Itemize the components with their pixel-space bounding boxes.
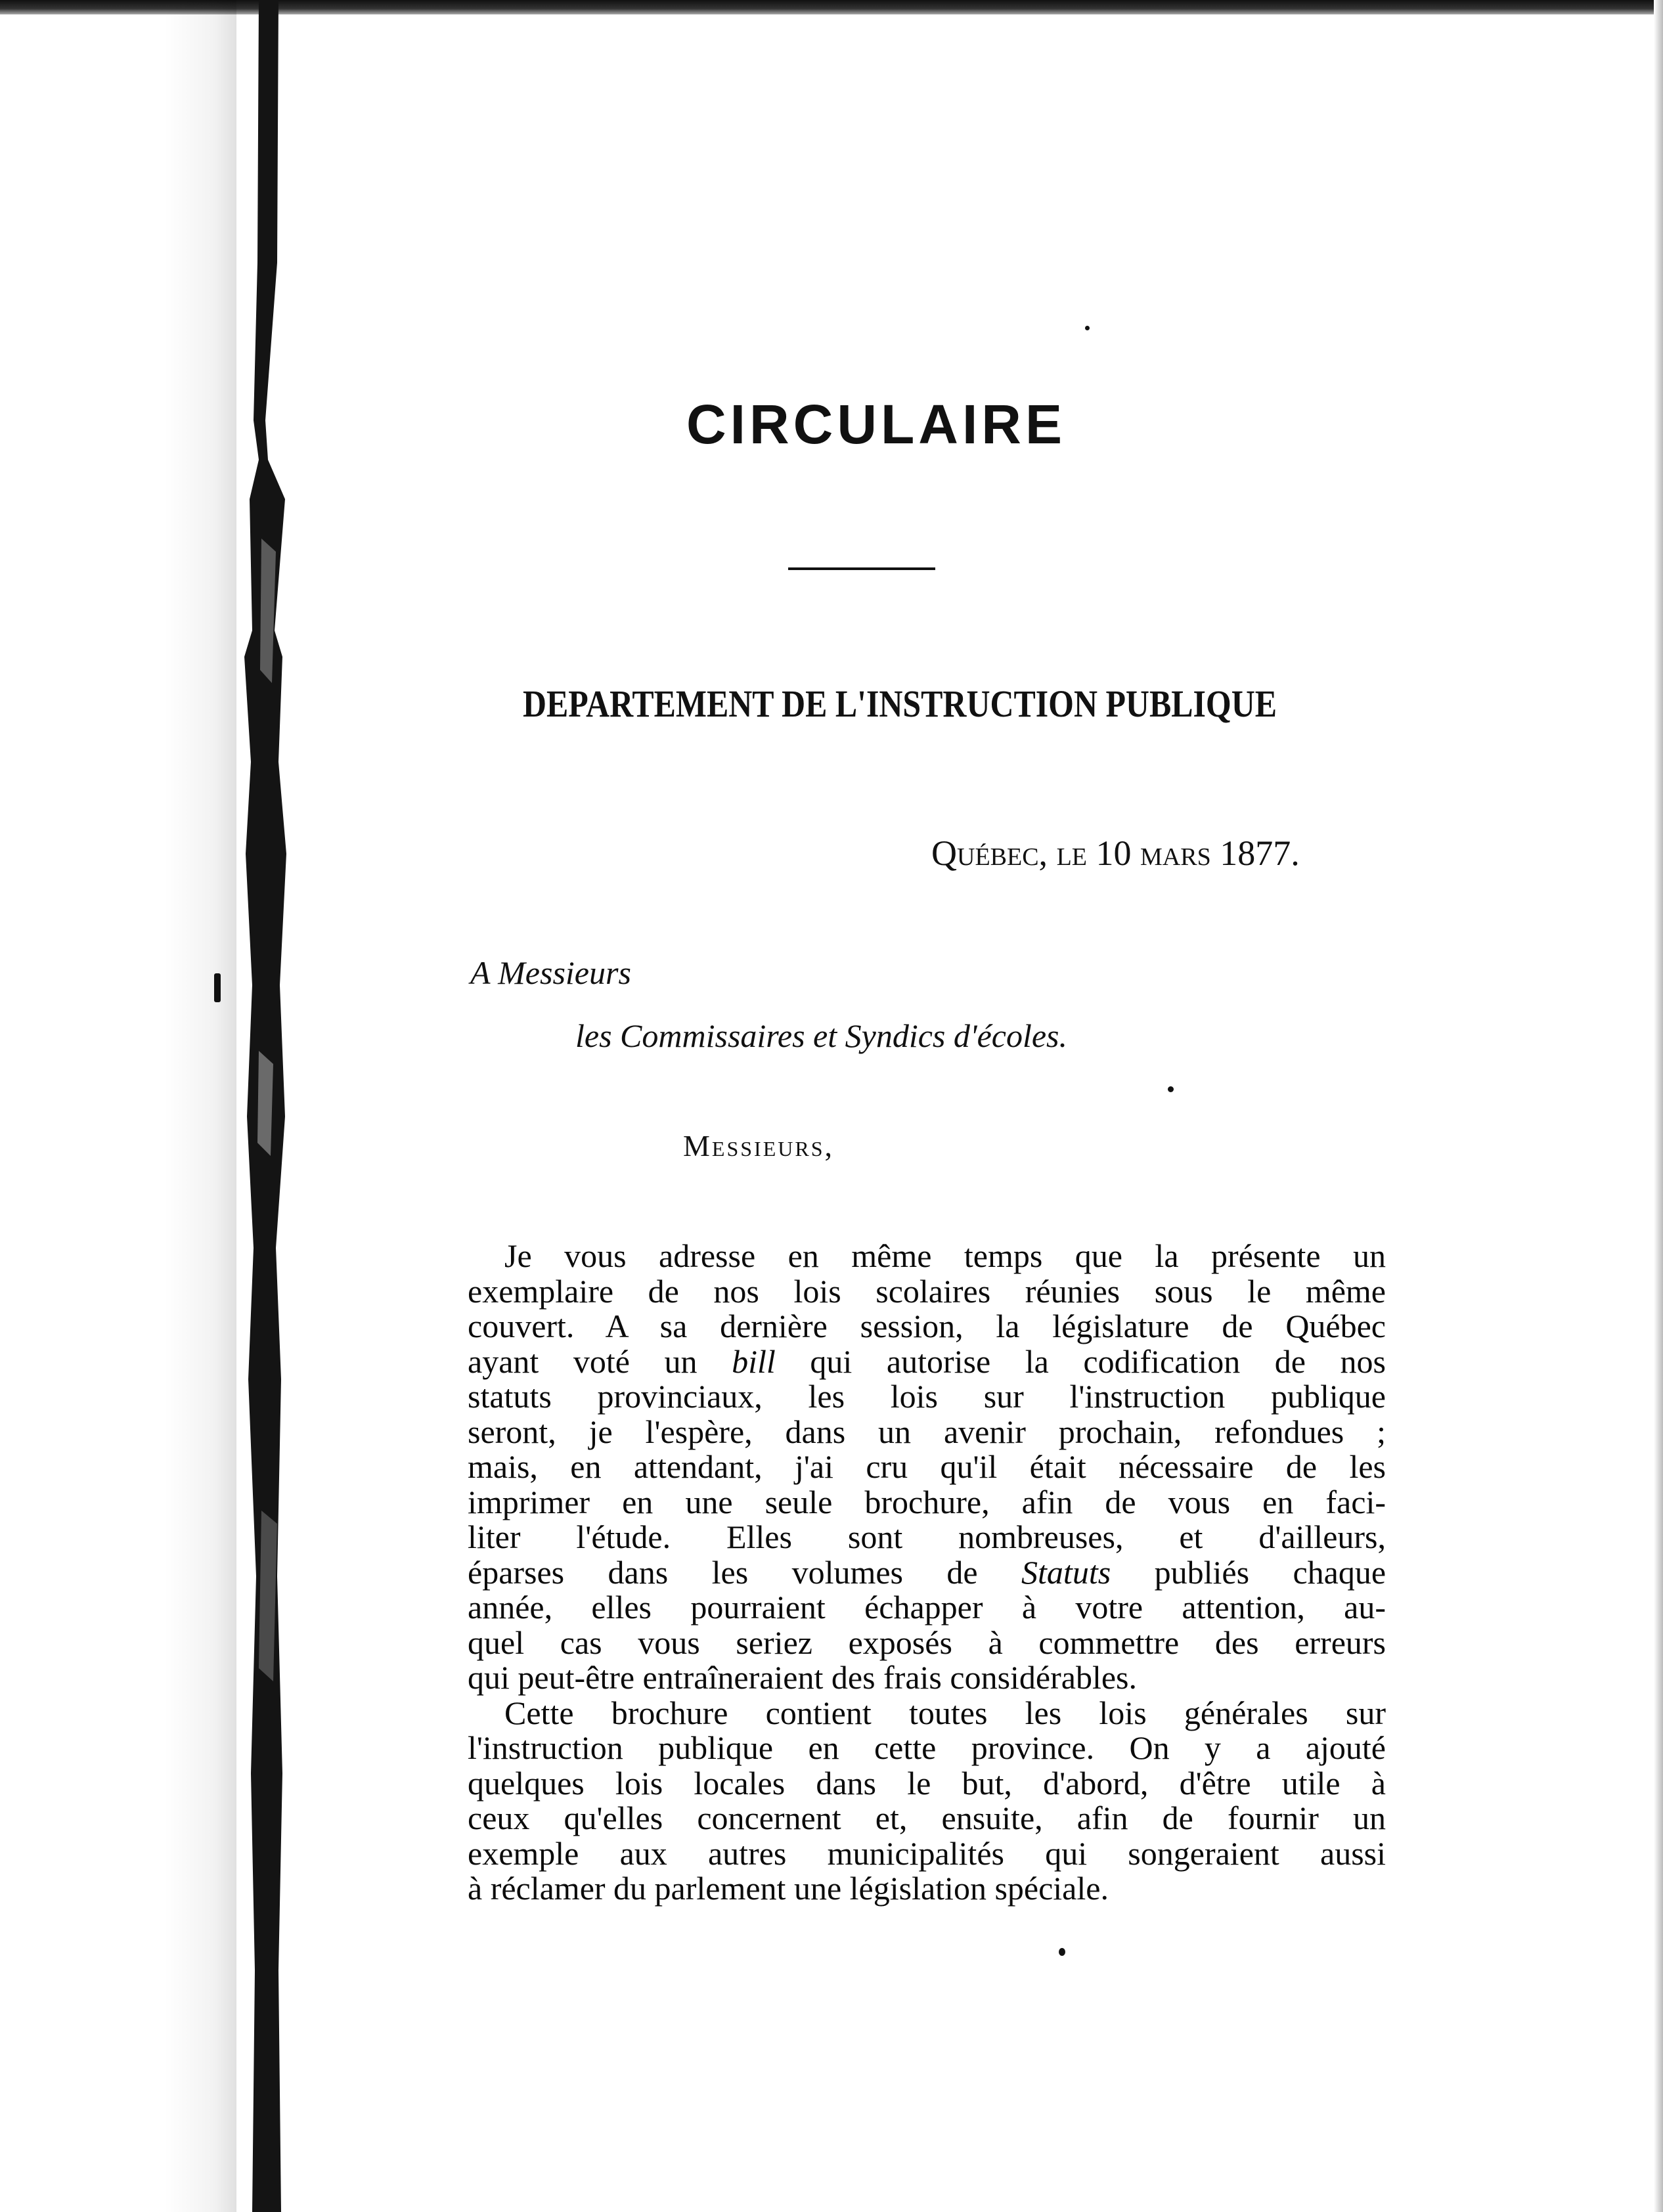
binding-spine [239, 0, 290, 2212]
text-line: l'instruction publique en cette province. On y a ajouté [468, 1729, 1386, 1766]
text-segment: ayant voté un [468, 1342, 698, 1380]
department-heading: DEPARTEMENT DE L'INSTRUCTION PUBLIQUE [523, 682, 1277, 725]
text-segment: publiés chaque [1154, 1553, 1386, 1591]
paragraph-1 [468, 1239, 1386, 1696]
text-line: Cette brochure contient toutes les lois générales sur [504, 1694, 1386, 1731]
dateline-day: 10 [1096, 833, 1132, 873]
ink-speck [1085, 326, 1090, 330]
text-line [468, 1344, 1386, 1380]
letter-body [468, 1239, 1386, 1907]
ink-speck [214, 973, 221, 1002]
dateline [931, 833, 1300, 874]
text-line: imprimer en une seule brochure, afin de vous en faci- [468, 1483, 1386, 1520]
text-line: quel cas vous seriez exposés à commettre des erreurs [468, 1624, 1386, 1661]
paragraph-2 [468, 1696, 1386, 1907]
text-line: statuts provinciaux, les lois sur l'instruction publique [468, 1378, 1386, 1415]
gutter-shadow [164, 0, 236, 2212]
text-line: exemplaire de nos lois scolaires réunies sous le même [468, 1272, 1386, 1310]
title-rule [788, 567, 935, 570]
addressee-line-2: les Commissaires et Syndics d'écoles. [575, 1017, 1067, 1054]
text-line: Je vous adresse en même temps que la présente un [504, 1237, 1386, 1274]
scan-right-edge [1654, 0, 1663, 2212]
dateline-place: Québec, [931, 833, 1048, 873]
dateline-year: 1877. [1220, 833, 1300, 873]
text-line: ceux qu'elles concernent et, ensuite, afin de fournir un [468, 1800, 1386, 1836]
italic-word: Statuts [1021, 1553, 1111, 1591]
text-segment: qui autorise la codification de nos [810, 1342, 1386, 1380]
text-line [468, 1555, 1386, 1591]
text-line: couvert. A sa dernière session, la législature de Québec [468, 1308, 1386, 1344]
text-line: à réclamer du parlement une législation spéciale. [468, 1870, 1109, 1907]
text-line: seront, je l'espère, dans un avenir prochain, refondues ; [468, 1413, 1386, 1450]
text-line: quelques lois locales dans le but, d'abord, d'être utile à [468, 1764, 1386, 1802]
text-line: mais, en attendant, j'ai cru qu'il était nécessaire de les [468, 1448, 1386, 1485]
ink-speck [1059, 1948, 1065, 1956]
addressee-line-1: A Messieurs [470, 954, 631, 991]
salutation: Messieurs, [683, 1129, 834, 1162]
dateline-month: mars [1140, 833, 1211, 873]
italic-word: bill [732, 1342, 776, 1380]
text-line: qui peut-être entraîneraient des frais considérables. [468, 1659, 1137, 1696]
page-title: CIRCULAIRE [686, 393, 1066, 455]
text-line: année, elles pourraient échapper à votre attention, au- [468, 1589, 1386, 1626]
text-line: exemple aux autres municipalités qui songeraient aussi [468, 1834, 1386, 1872]
text-segment: éparses dans les volumes de [468, 1553, 978, 1591]
ink-speck [1168, 1086, 1174, 1092]
text-line: liter l'étude. Elles sont nombreuses, et d'ailleurs, [468, 1518, 1386, 1555]
dateline-le: le [1056, 833, 1087, 873]
